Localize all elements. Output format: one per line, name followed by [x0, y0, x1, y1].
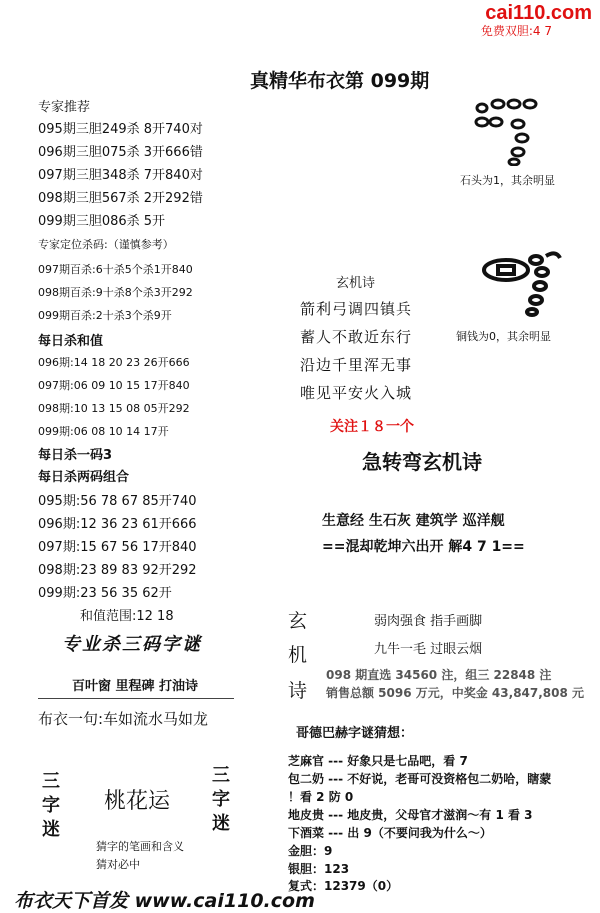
coin-figure-icon	[478, 248, 568, 318]
list-item: 098期三胆567杀 2开292错	[38, 191, 203, 206]
gede-line: 复式：12379（0）	[288, 879, 399, 893]
gede-line: 金胆：9	[288, 844, 333, 858]
stone-hint: 石头为1，其余明显	[460, 174, 555, 187]
sum-range: 和值范围:12 18	[80, 609, 174, 624]
poem-line: 蓄人不敢近东行	[300, 328, 413, 346]
list-item: 098期百杀:9十杀8个杀3开292	[38, 286, 193, 299]
xuanji-char: 诗	[288, 680, 308, 702]
list-item: 099期:23 56 35 62开	[38, 586, 172, 601]
site-logo: cai110.com	[485, 2, 592, 24]
list-item: 095期三胆249杀 8开740对	[38, 122, 203, 137]
focus-note: 关注１８一个	[330, 419, 414, 435]
gede-line: 地皮贵 --- 地皮贵，父母官才滋润～有 1 看 3	[288, 808, 533, 822]
site-subtitle: 免费双胆:4 7	[480, 24, 552, 38]
turn-line-2: ==混却乾坤六出开 解4 7 1==	[322, 539, 525, 555]
list-item: 097期三胆348杀 7开840对	[38, 168, 203, 183]
xuanji-char: 玄	[288, 610, 308, 632]
footer-banner: 布衣天下首发 www.cai110.com	[14, 890, 315, 912]
coin-hint: 铜钱为0，其余明显	[456, 330, 551, 343]
sales-line: 098 期直选 34560 注，组三 22848 注	[326, 668, 552, 682]
list-item: 097期百杀:6十杀5个杀1开840	[38, 263, 193, 276]
list-item: 098期:23 89 83 92开292	[38, 563, 197, 578]
center-word: 桃花运	[104, 789, 171, 814]
guess-hint: 猜字的笔画和含义	[96, 840, 184, 853]
gede-title: 哥德巴赫字谜猜想：	[296, 726, 414, 741]
stone-figure-icon	[470, 96, 550, 166]
side-riddle-left: 三字迷	[42, 771, 60, 840]
xuanji-char: 机	[288, 644, 308, 666]
buyi-line: 布衣一句:车如流水马如龙	[38, 710, 209, 728]
gede-line: 包二奶 --- 不好说，老哥可没资格包二奶哈，瞎蒙	[288, 772, 552, 786]
list-item: 099期:06 08 10 14 17开	[38, 425, 169, 438]
list-item: 096期:14 18 20 23 26开666	[38, 356, 190, 369]
list-item: 096期三胆075杀 3开666错	[38, 145, 203, 160]
turn-title: 急转弯玄机诗	[362, 450, 482, 474]
poem-title: 玄机诗	[336, 276, 376, 291]
poem-line: 箭利弓调四镇兵	[300, 300, 413, 318]
sum-title: 每日杀和值	[38, 334, 104, 349]
idiom-line: 九牛一毛 过眼云烟	[374, 642, 483, 657]
idiom-line: 弱肉强食 指手画脚	[374, 614, 483, 629]
list-item: 097期:06 09 10 15 17开840	[38, 379, 190, 392]
gede-line: 下酒菜 --- 出 9（不要问我为什么～）	[288, 826, 492, 840]
sales-line: 销售总额 5096 万元，中奖金 43,847,808 元	[326, 686, 585, 700]
divider	[38, 698, 234, 699]
pro-riddle-title: 专业杀三码字谜	[62, 634, 202, 655]
page-title: 真精华布衣第 099期	[250, 70, 430, 92]
list-item: 095期:56 78 67 85开740	[38, 494, 197, 509]
list-item: 096期:12 36 23 61开666	[38, 517, 197, 532]
position-title: 专家定位杀码:（谨慎参考）	[38, 238, 174, 251]
poem-line: 沿边千里浑无事	[300, 356, 413, 374]
guess-note: 猜对必中	[96, 858, 140, 871]
kill-one: 每日杀一码3	[38, 448, 113, 463]
riddle-hints: 百叶窗 里程碑 打油诗	[72, 679, 199, 694]
poem-line: 唯见平安火入城	[300, 384, 413, 402]
list-item: 097期:15 67 56 17开840	[38, 540, 197, 555]
list-item: 098期:10 13 15 08 05开292	[38, 402, 190, 415]
gede-line: 芝麻官 --- 好象只是七品吧，看 7	[288, 754, 468, 768]
gede-line: 银胆：123	[288, 862, 350, 876]
gede-line: ！看 2 防 0	[288, 790, 354, 804]
kill-two-title: 每日杀两码组合	[38, 470, 130, 485]
list-item: 099期百杀:2十杀3个杀9开	[38, 309, 172, 322]
turn-line-1: 生意经 生石灰 建筑学 巡洋舰	[322, 513, 505, 529]
list-item: 099期三胆086杀 5开	[38, 214, 166, 229]
side-riddle-right: 三字迷	[212, 765, 230, 834]
expert-title: 专家推荐	[38, 100, 91, 115]
